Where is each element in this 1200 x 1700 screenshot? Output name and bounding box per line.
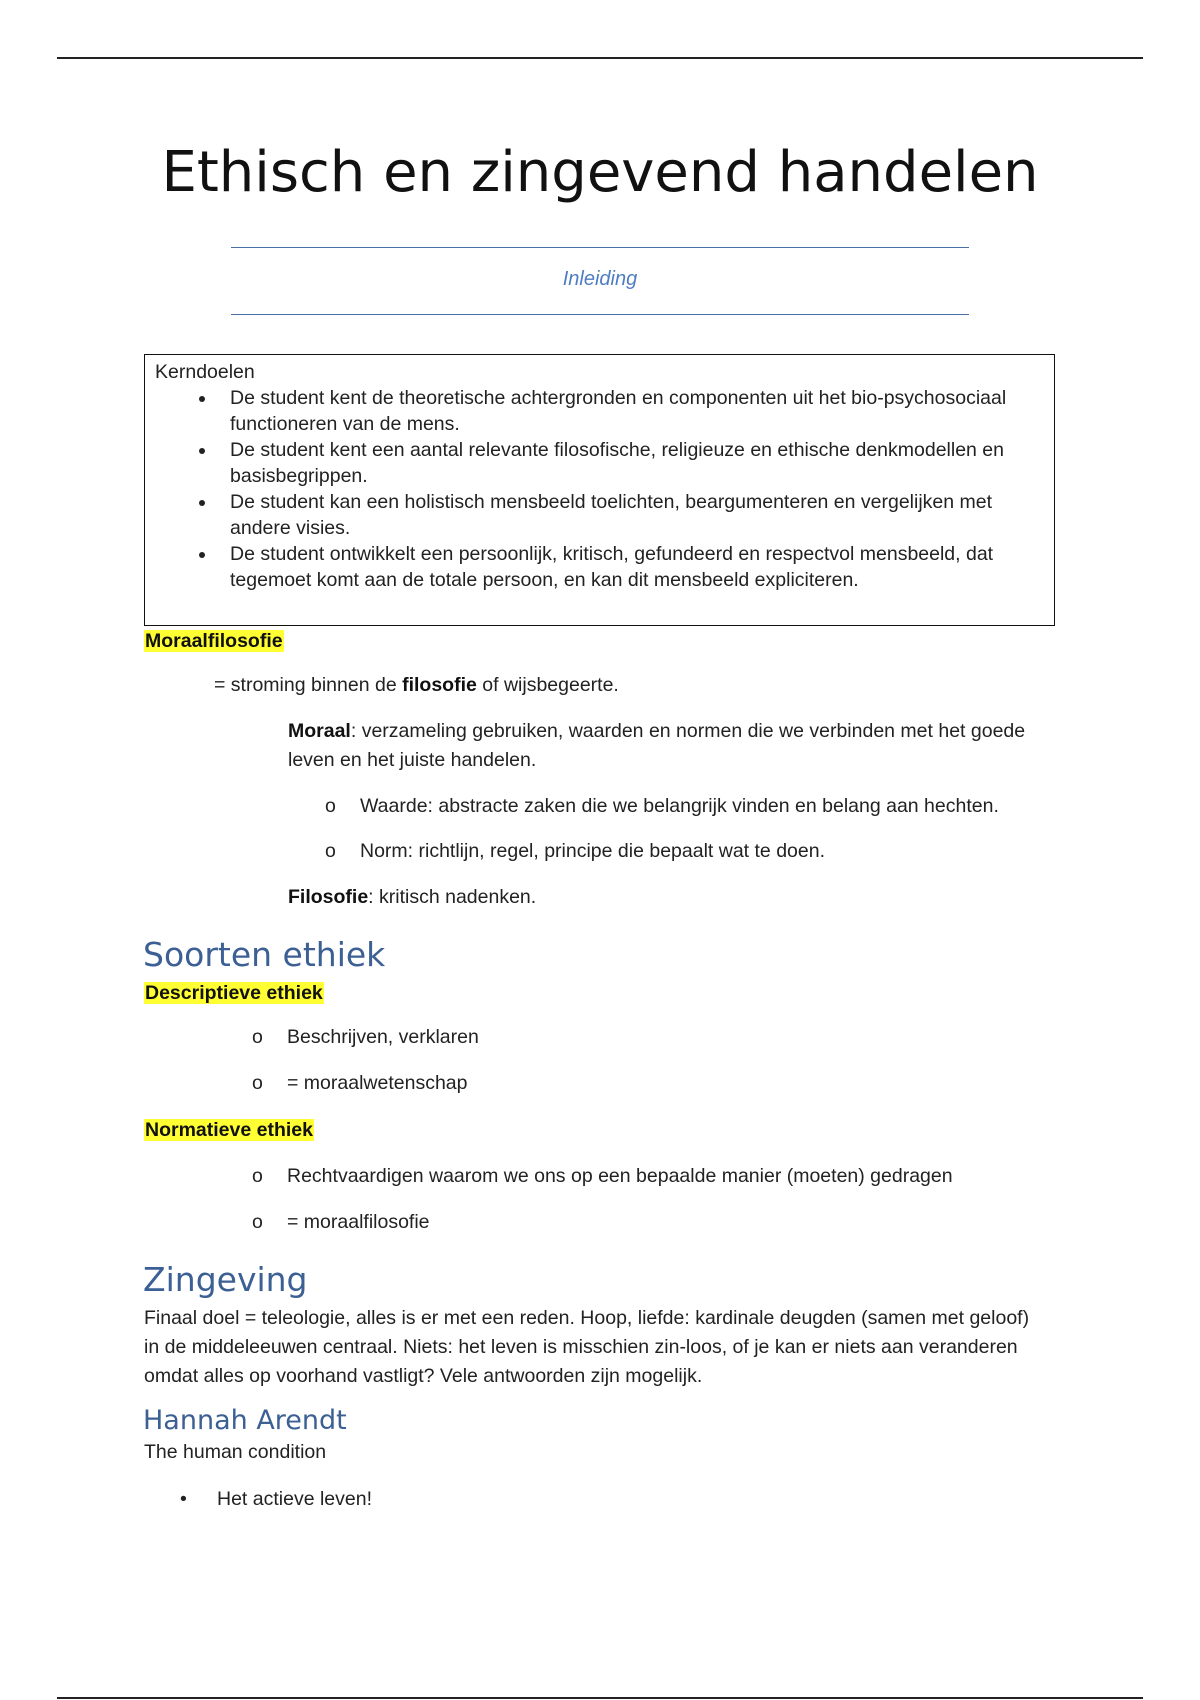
- subtitle-rule-top: [231, 247, 969, 248]
- moraal-definition: [288, 717, 1048, 775]
- moraalfilosofie-definition: [214, 671, 619, 700]
- moraal-term: Moraal: [288, 720, 351, 742]
- kerndoelen-list: [157, 385, 1042, 593]
- sub-bullet-icon: o: [252, 1211, 263, 1233]
- document-title: Ethisch en zingevend handelen: [161, 140, 1039, 205]
- heading-hannah-arendt: Hannah Arendt: [143, 1405, 347, 1436]
- heading-soorten-ethiek: Soorten ethiek: [143, 935, 386, 974]
- descriptieve-label-line: [144, 979, 324, 1008]
- kerndoel-item: • De student kan een holistisch mensbeeld toelichten, beargumenteren en vergelijken met andere visies.: [217, 489, 1042, 541]
- normatieve-label: Normatieve ethiek: [145, 1119, 313, 1141]
- bottom-rule: [57, 1697, 1143, 1699]
- kerndoel-item: • De student kent een aantal relevante filosofische, religieuze en ethische denkmodellen en basisbegrippen.: [217, 437, 1042, 489]
- document-subtitle: Inleiding: [562, 268, 638, 290]
- definition-suffix: of wijsbegeerte.: [476, 674, 619, 696]
- filosofie-definition: [288, 883, 536, 912]
- sub-bullet-icon: o: [325, 795, 336, 817]
- kerndoel-item: • De student ontwikkelt een persoonlijk, kritisch, gefundeerd en respectvol mensbeeld, dat tegemoet komt aan de totale persoon, en kan dit mensbeeld expliciteren.: [217, 541, 1042, 593]
- kerndoelen-title: Kerndoelen: [155, 361, 255, 383]
- heading-zingeving: Zingeving: [143, 1260, 308, 1299]
- subtitle-rule-bottom: [231, 314, 969, 315]
- list-item-text: Het actieve leven!: [217, 1488, 373, 1510]
- arendt-subtitle: The human condition: [144, 1441, 327, 1463]
- list-item-text: = moraalfilosofie: [287, 1211, 430, 1233]
- top-rule: [57, 57, 1143, 59]
- kerndoelen-box: [144, 354, 1055, 626]
- definition-prefix: = stroming binnen de: [214, 674, 403, 696]
- list-item-text: Norm: richtlijn, regel, principe die bepaalt wat te doen.: [360, 840, 825, 862]
- list-item-text: = moraalwetenschap: [287, 1072, 468, 1094]
- kerndoel-item: • De student kent de theoretische achtergronden en componenten uit het bio-psychosociaal functioneren van de mens.: [217, 385, 1042, 437]
- definition-term: filosofie: [402, 674, 477, 696]
- sub-bullet-icon: o: [252, 1165, 263, 1187]
- sub-bullet-icon: o: [325, 840, 336, 862]
- descriptieve-label: Descriptieve ethiek: [145, 982, 323, 1004]
- filosofie-text: : kritisch nadenken.: [368, 886, 537, 908]
- moraal-text: : verzameling gebruiken, waarden en normen die we verbinden met het goede leven en het juiste handelen.: [288, 720, 1026, 771]
- list-item-text: Rechtvaardigen waarom we ons op een bepaalde manier (moeten) gedragen: [287, 1165, 953, 1187]
- normatieve-label-line: [144, 1116, 314, 1145]
- filosofie-term: Filosofie: [288, 886, 369, 908]
- moraalfilosofie-label: Moraalfilosofie: [145, 630, 283, 652]
- bullet-icon: •: [180, 1488, 187, 1510]
- zingeving-paragraph: Finaal doel = teleologie, alles is er met een reden. Hoop, liefde: kardinale deugden (samen met geloof) in de middeleeuwen centraal. Niets: het leven is misschien zin-loos, of je kan er niets aan veranderen omdat alles op voorhand vastligt? Vele antwoorden zijn mogelijk.: [144, 1307, 1030, 1387]
- list-item-text: Beschrijven, verklaren: [287, 1026, 479, 1048]
- moraalfilosofie-label-line: [144, 627, 284, 656]
- sub-bullet-icon: o: [252, 1026, 263, 1048]
- list-item-text: Waarde: abstracte zaken die we belangrijk vinden en belang aan hechten.: [360, 795, 999, 817]
- sub-bullet-icon: o: [252, 1072, 263, 1094]
